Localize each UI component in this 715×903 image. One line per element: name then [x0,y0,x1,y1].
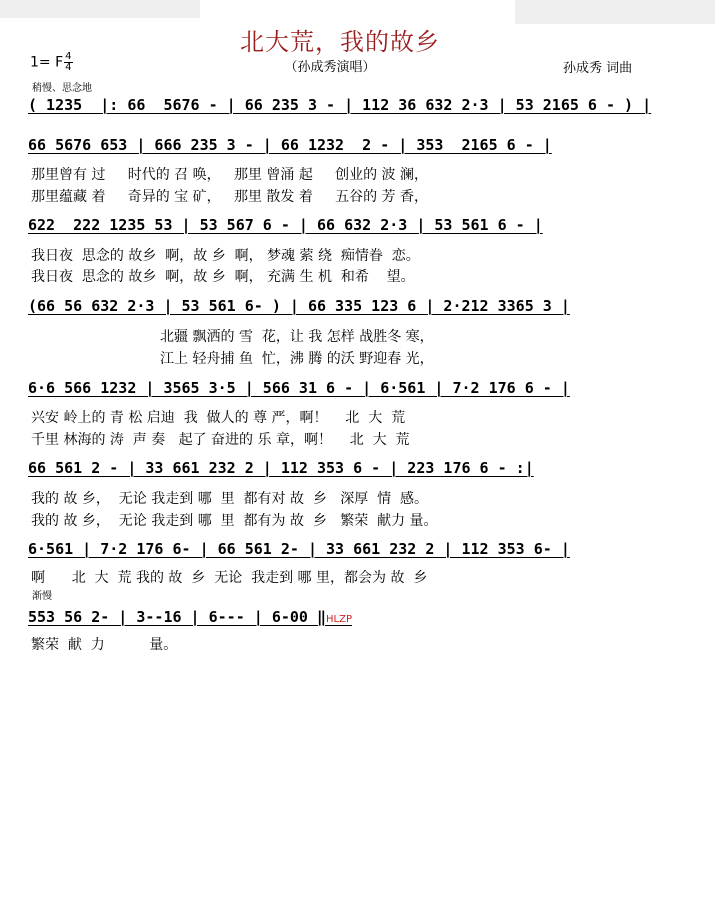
lyric-line-2b: 那里蕴藏 着 奇异的 宝 矿， 那里 散发 着 五谷的 芳 香， [31,189,429,205]
lyric-line-3b: 我日夜 思念的 故乡 啊，故 乡 啊， 充满 生 机 和希 望。 [31,269,415,285]
notes-line-4: (66 56 632 2·3 | 53 561 6- ) | 66 335 123 6 | 2·212 3365 3 | [28,297,570,315]
lyric-line-7a: 啊 北 大 荒 我的 故 乡 无论 我走到 哪 里，都会为 故 乡 [31,570,428,586]
scan-edge-right [515,0,715,24]
watermark-hlzp: HLZP [326,614,352,625]
lyric-line-5b: 千里 林海的 涛 声 奏 起了 奋进的 乐 章，啊！ 北 大 荒 [31,432,410,448]
notes-line-8 [28,608,678,626]
notes-line-8-text: 553 56 2- | 3--16 | 6--- | 6-00 ‖ [28,608,327,626]
lyric-line-4a: 北疆 飘洒的 雪 花，让 我 怎样 战胜冬 寒， [31,329,434,345]
time-numerator: 4 [65,51,72,62]
notes-line-1: ( 1235 |: 66 5676 - | 66 235 3 - | 112 36 632 2·3 | 53 2165 6 - ) | [28,96,652,114]
lyric-line-8a: 繁荣 献 力 量。 [31,637,178,653]
tempo-marking: 稍慢、思念地 [32,83,92,94]
notes-line-6: 66 561 2 - | 33 661 232 2 | 112 353 6 - | 223 176 6 - :| [28,459,534,477]
lyric-line-5a: 兴安 岭上的 青 松 启迪 我 做人的 尊 严，啊！ 北 大 荒 [31,410,406,426]
lyric-line-3a: 我日夜 思念的 故乡 啊，故 乡 啊， 梦魂 萦 绕 痴情眷 恋。 [31,248,420,264]
lyric-line-2a: 那里曾有 过 时代的 召 唤， 那里 曾涌 起 创业的 波 澜， [31,167,429,183]
notes-line-3: 622 222 1235 53 | 53 567 6 - | 66 632 2·3 | 53 561 6 - | [28,216,543,234]
lyric-line-6b: 我的 故 乡， 无论 我走到 哪 里 都有为 故 乡 繁荣 献力 量。 [31,513,438,529]
tempo-marking-ritardando: 渐慢 [32,591,52,602]
credit-label: 孙成秀 词曲 [563,61,633,76]
key-label: 1= F [30,54,64,71]
singer-label: （孙成秀演唱） [284,60,376,75]
time-denominator: 4 [65,62,72,73]
scan-edge-left [0,0,200,18]
notes-line-7: 6·561 | 7·2 176 6- | 66 561 2- | 33 661 232 2 | 112 353 6- | [28,540,570,558]
song-title: 北大荒，我的故乡 [240,28,440,56]
notes-line-2: 66 5676 653 | 666 235 3 - | 66 1232 2 - | 353 2165 6 - | [28,136,552,154]
notes-line-5: 6·6 566 1232 | 3565 3·5 | 566 31 6 - | 6·561 | 7·2 176 6 - | [28,379,570,397]
lyric-line-4b: 江上 轻舟捕 鱼 忙，沸 腾 的沃 野迎春 光， [31,351,434,367]
lyric-line-6a: 我的 故 乡， 无论 我走到 哪 里 都有对 故 乡 深厚 情 感。 [31,491,429,507]
